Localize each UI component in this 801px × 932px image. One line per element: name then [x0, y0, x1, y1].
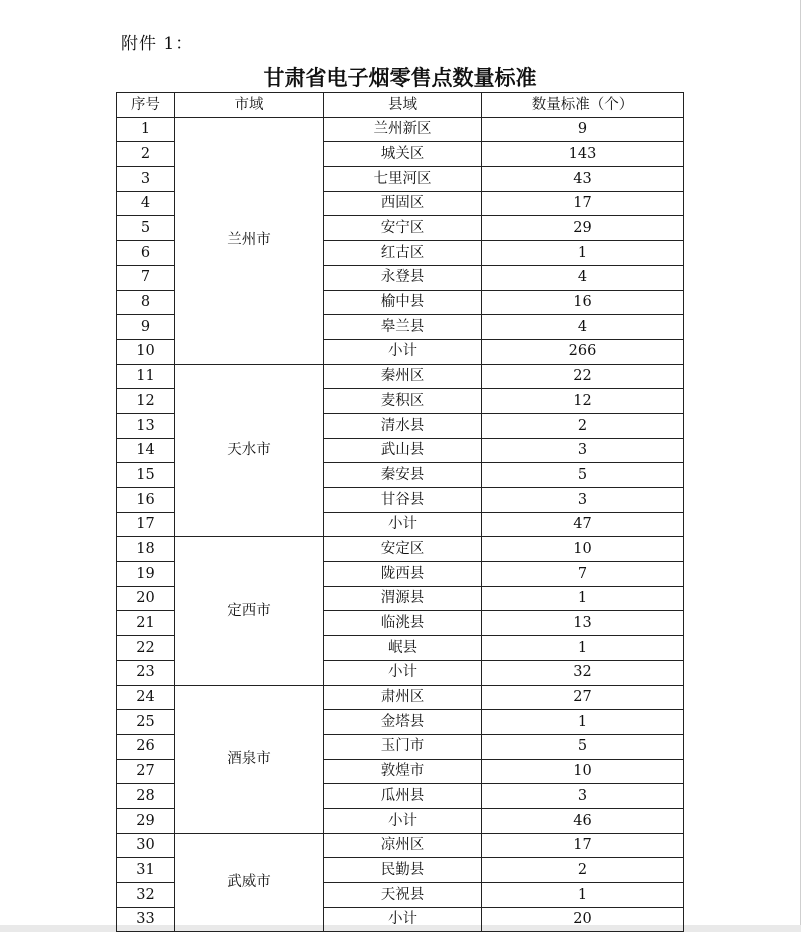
- cell-no: 17: [117, 512, 175, 537]
- cell-no: 25: [117, 710, 175, 735]
- cell-county: 清水县: [324, 413, 482, 438]
- cell-county: 兰州新区: [324, 117, 482, 142]
- cell-count: 32: [482, 660, 684, 685]
- cell-count: 29: [482, 216, 684, 241]
- cell-count: 47: [482, 512, 684, 537]
- cell-no: 29: [117, 808, 175, 833]
- cell-city: 兰州市: [175, 117, 324, 364]
- cell-city: 天水市: [175, 364, 324, 537]
- cell-county: 临洮县: [324, 611, 482, 636]
- cell-count: 5: [482, 463, 684, 488]
- cell-count: 10: [482, 759, 684, 784]
- table-header-row: [117, 93, 684, 118]
- cell-county: 玉门市: [324, 734, 482, 759]
- cell-county: 红古区: [324, 241, 482, 266]
- cell-county: 肃州区: [324, 685, 482, 710]
- cell-county: 小计: [324, 808, 482, 833]
- cell-city: 酒泉市: [175, 685, 324, 833]
- cell-county: 皋兰县: [324, 315, 482, 340]
- table-body: [117, 117, 684, 932]
- cell-count: 43: [482, 167, 684, 192]
- cell-no: 23: [117, 660, 175, 685]
- cell-count: 2: [482, 413, 684, 438]
- cell-county: 麦积区: [324, 389, 482, 414]
- cell-count: 1: [482, 241, 684, 266]
- cell-count: 27: [482, 685, 684, 710]
- cell-count: 16: [482, 290, 684, 315]
- table-row: [117, 833, 684, 858]
- table-row: [117, 364, 684, 389]
- header-no: 序号: [117, 93, 175, 118]
- table-row: [117, 117, 684, 142]
- cell-county: 岷县: [324, 636, 482, 661]
- cell-county: 秦安县: [324, 463, 482, 488]
- cell-county: 小计: [324, 339, 482, 364]
- cell-no: 18: [117, 537, 175, 562]
- header-city: 市域: [175, 93, 324, 118]
- cell-no: 33: [117, 907, 175, 932]
- cell-county: 榆中县: [324, 290, 482, 315]
- cell-no: 10: [117, 339, 175, 364]
- cell-no: 4: [117, 191, 175, 216]
- cell-count: 1: [482, 586, 684, 611]
- cell-no: 16: [117, 488, 175, 513]
- cell-no: 6: [117, 241, 175, 266]
- cell-count: 22: [482, 364, 684, 389]
- cell-count: 9: [482, 117, 684, 142]
- cell-count: 1: [482, 636, 684, 661]
- cell-count: 4: [482, 315, 684, 340]
- cell-count: 17: [482, 833, 684, 858]
- attachment-label: 附件 1：: [121, 34, 194, 54]
- header-count: 数量标准（个）: [482, 93, 684, 118]
- cell-no: 30: [117, 833, 175, 858]
- cell-no: 14: [117, 438, 175, 463]
- header-county: 县域: [324, 93, 482, 118]
- cell-county: 陇西县: [324, 562, 482, 587]
- cell-no: 19: [117, 562, 175, 587]
- cell-no: 12: [117, 389, 175, 414]
- cell-county: 安定区: [324, 537, 482, 562]
- cell-county: 甘谷县: [324, 488, 482, 513]
- cell-no: 20: [117, 586, 175, 611]
- cell-no: 27: [117, 759, 175, 784]
- cell-county: 瓜州县: [324, 784, 482, 809]
- cell-county: 小计: [324, 907, 482, 932]
- cell-county: 小计: [324, 660, 482, 685]
- cell-county: 秦州区: [324, 364, 482, 389]
- cell-count: 1: [482, 710, 684, 735]
- cell-no: 26: [117, 734, 175, 759]
- cell-no: 32: [117, 883, 175, 908]
- cell-count: 5: [482, 734, 684, 759]
- cell-no: 5: [117, 216, 175, 241]
- cell-no: 9: [117, 315, 175, 340]
- cell-county: 渭源县: [324, 586, 482, 611]
- cell-no: 11: [117, 364, 175, 389]
- cell-county: 安宁区: [324, 216, 482, 241]
- table-row: [117, 537, 684, 562]
- cell-no: 15: [117, 463, 175, 488]
- cell-city: 武威市: [175, 833, 324, 932]
- cell-count: 3: [482, 784, 684, 809]
- cell-count: 17: [482, 191, 684, 216]
- cell-county: 永登县: [324, 265, 482, 290]
- cell-count: 3: [482, 438, 684, 463]
- cell-count: 12: [482, 389, 684, 414]
- cell-county: 小计: [324, 512, 482, 537]
- cell-no: 13: [117, 413, 175, 438]
- cell-no: 7: [117, 265, 175, 290]
- cell-count: 2: [482, 858, 684, 883]
- cell-count: 20: [482, 907, 684, 932]
- cell-no: 3: [117, 167, 175, 192]
- cell-no: 24: [117, 685, 175, 710]
- cell-count: 7: [482, 562, 684, 587]
- cell-no: 2: [117, 142, 175, 167]
- cell-county: 七里河区: [324, 167, 482, 192]
- cell-county: 民勤县: [324, 858, 482, 883]
- document-title: 甘肃省电子烟零售点数量标准: [263, 65, 537, 90]
- cell-count: 10: [482, 537, 684, 562]
- cell-count: 3: [482, 488, 684, 513]
- cell-count: 266: [482, 339, 684, 364]
- cell-count: 1: [482, 883, 684, 908]
- cell-count: 143: [482, 142, 684, 167]
- cell-no: 28: [117, 784, 175, 809]
- cell-county: 西固区: [324, 191, 482, 216]
- cell-county: 天祝县: [324, 883, 482, 908]
- cell-no: 31: [117, 858, 175, 883]
- cell-count: 13: [482, 611, 684, 636]
- cell-county: 城关区: [324, 142, 482, 167]
- cell-count: 46: [482, 808, 684, 833]
- cell-county: 武山县: [324, 438, 482, 463]
- cell-county: 敦煌市: [324, 759, 482, 784]
- table-row: [117, 685, 684, 710]
- retail-standard-table: [116, 92, 684, 932]
- cell-count: 4: [482, 265, 684, 290]
- cell-county: 金塔县: [324, 710, 482, 735]
- cell-no: 1: [117, 117, 175, 142]
- cell-no: 22: [117, 636, 175, 661]
- cell-no: 21: [117, 611, 175, 636]
- cell-no: 8: [117, 290, 175, 315]
- cell-city: 定西市: [175, 537, 324, 685]
- cell-county: 凉州区: [324, 833, 482, 858]
